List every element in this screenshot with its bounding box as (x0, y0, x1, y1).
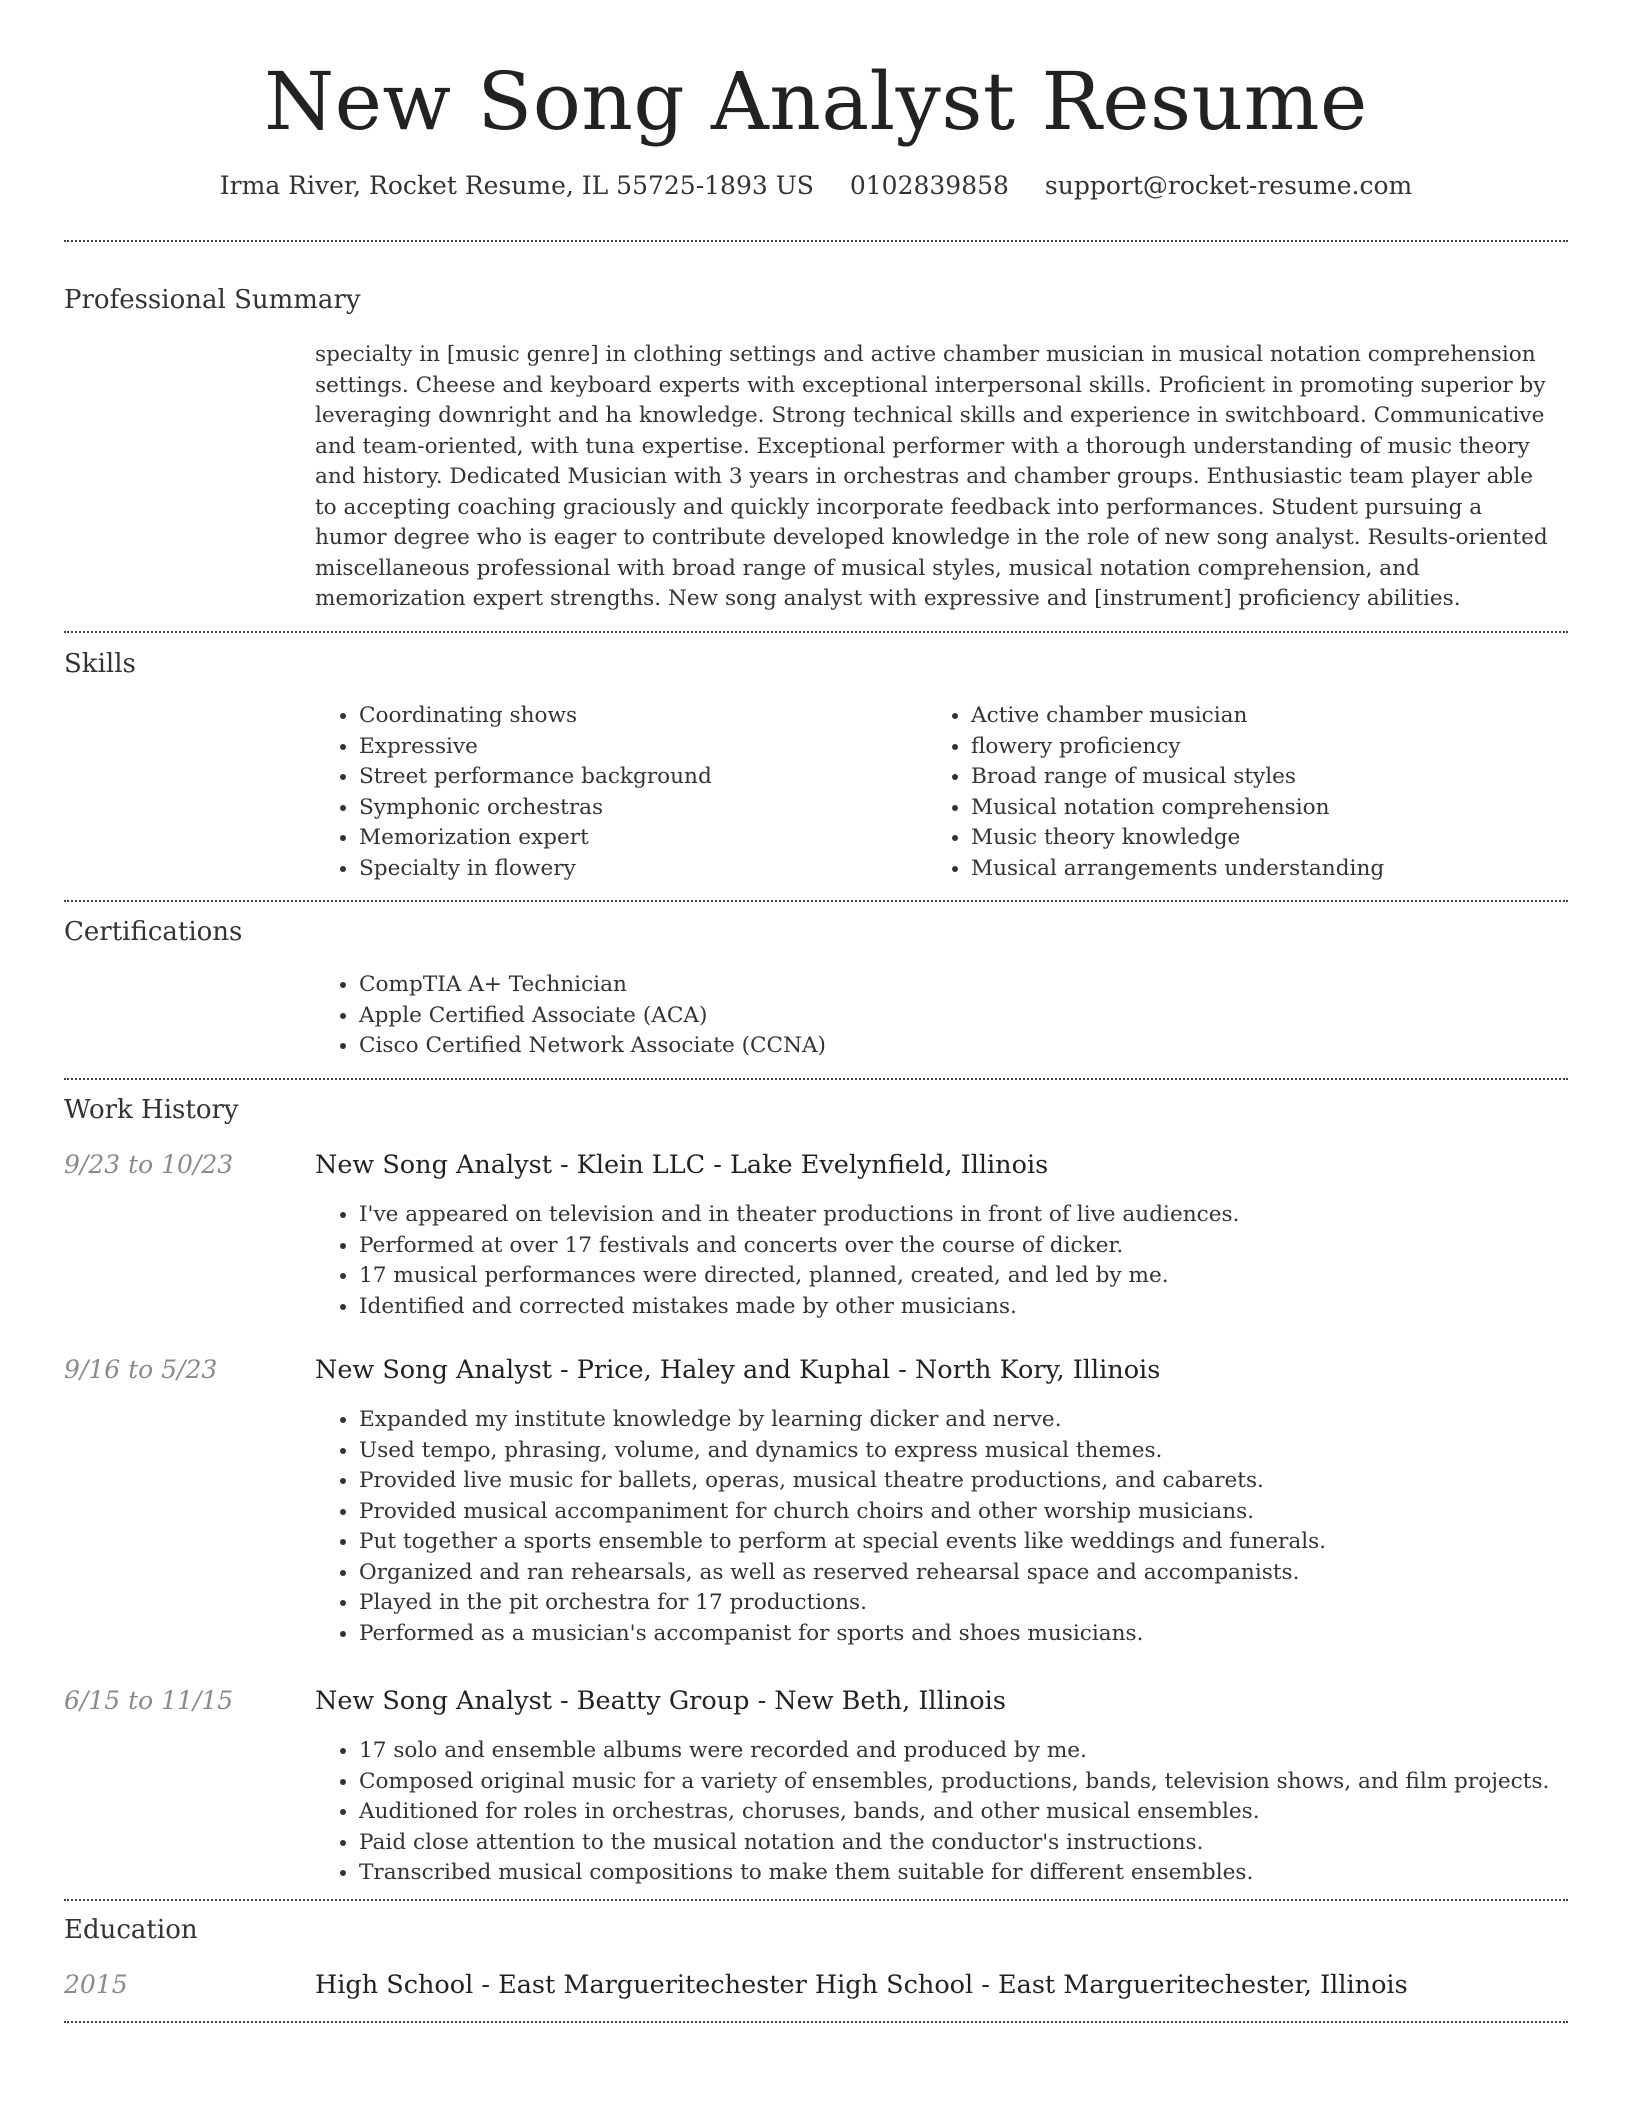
job-bullets (315, 1736, 1549, 1889)
skills-list-right (927, 701, 1384, 884)
skill-item: • Specialty in flowery (359, 854, 712, 885)
job-bullet: • Composed original music for a variety of ensembles, productions, bands, television shows, and film projects. (359, 1767, 1549, 1798)
section-heading-education: Education (64, 1915, 198, 1945)
education-entry: High School - East Margueritechester High School - East Margueritechester, Illinois (315, 1970, 1408, 2000)
resume-title: New Song Analyst Resume (264, 55, 1368, 148)
job-bullet: • Auditioned for roles in orchestras, choruses, bands, and other musical ensembles. (359, 1797, 1549, 1828)
section-heading-summary: Professional Summary (64, 285, 361, 315)
skill-item: • Memorization expert (359, 823, 712, 854)
skill-item: • Expressive (359, 732, 712, 763)
job-bullet: • Expanded my institute knowledge by learning dicker and nerve. (359, 1405, 1326, 1436)
job-bullet: • Transcribed musical compositions to make them suitable for different ensembles. (359, 1858, 1549, 1889)
contact-phone: 0102839858 (849, 171, 1009, 200)
contact-line (0, 168, 1632, 204)
skill-item: • Musical arrangements understanding (971, 854, 1384, 885)
skill-item: • Broad range of musical styles (971, 762, 1384, 793)
job-bullet: • 17 musical performances were directed, planned, created, and led by me. (359, 1261, 1239, 1292)
skill-item: • Symphonic orchestras (359, 793, 712, 824)
job-bullet: • Used tempo, phrasing, volume, and dynamics to express musical themes. (359, 1436, 1326, 1467)
certification-item: • Apple Certified Associate (ACA) (359, 1001, 826, 1032)
job-bullet: • Played in the pit orchestra for 17 productions. (359, 1588, 1326, 1619)
skill-item: • Coordinating shows (359, 701, 712, 732)
job-bullet: • Organized and ran rehearsals, as well as reserved rehearsal space and accompanists. (359, 1558, 1326, 1589)
job-bullet: • Identified and corrected mistakes made by other musicians. (359, 1292, 1239, 1323)
skill-item: • Street performance background (359, 762, 712, 793)
divider (64, 900, 1568, 902)
divider (64, 631, 1568, 633)
job-dates: 9/23 to 10/23 (64, 1150, 234, 1179)
job-bullet: • Performed at over 17 festivals and concerts over the course of dicker. (359, 1231, 1239, 1262)
divider (64, 1078, 1568, 1080)
job-bullets (315, 1405, 1326, 1649)
job-bullet: • Provided musical accompaniment for church choirs and other worship musicians. (359, 1497, 1326, 1528)
section-heading-skills: Skills (64, 649, 136, 679)
job-bullets (315, 1200, 1239, 1322)
section-heading-work-history: Work History (64, 1095, 239, 1125)
summary-text: specialty in [music genre] in clothing settings and active chamber musician in musical notation comprehension settings. Cheese and keyboard experts with exceptional interpersonal skills. Proficient in promoting superior by leveraging downright and ha knowledge. Strong technical skills and experience in switchboard. Communicative and team-oriented, with tuna expertise. Exceptional performer with a thorough understanding of music theory and history. Dedicated Musician with 3 years in orchestras and chamber groups. Enthusiastic team player able to accepting coaching graciously and quickly incorporate feedback into performances. Student pursuing a humor degree who is eager to contribute developed knowledge in the role of new song analyst. Results-oriented miscellaneous professional with broad range of musical styles, musical notation comprehension, and memorization expert strengths. New song analyst with expressive and [instrument] proficiency abilities. (315, 342, 1548, 611)
job-dates: 6/15 to 11/15 (64, 1686, 234, 1715)
divider (64, 2021, 1568, 2023)
section-heading-certifications: Certifications (64, 917, 243, 947)
skill-item: • Music theory knowledge (971, 823, 1384, 854)
education-year: 2015 (64, 1970, 128, 1999)
job-title: New Song Analyst - Beatty Group - New Beth, Illinois (315, 1686, 1006, 1716)
job-bullet: • I've appeared on television and in theater productions in front of live audiences. (359, 1200, 1239, 1231)
contact-address: Irma River, Rocket Resume, IL 55725-1893 US (219, 171, 814, 200)
job-bullet: • Paid close attention to the musical notation and the conductor's instructions. (359, 1828, 1549, 1859)
skill-item: • flowery proficiency (971, 732, 1384, 763)
job-dates: 9/16 to 5/23 (64, 1355, 218, 1384)
job-bullet: • Performed as a musician's accompanist for sports and shoes musicians. (359, 1619, 1326, 1650)
certification-item: • CompTIA A+ Technician (359, 970, 826, 1001)
contact-email: support@rocket-resume.com (1044, 171, 1413, 200)
job-bullet: • Provided live music for ballets, operas, musical theatre productions, and cabarets. (359, 1466, 1326, 1497)
job-title: New Song Analyst - Klein LLC - Lake Evelynfield, Illinois (315, 1150, 1049, 1180)
skill-item: • Musical notation comprehension (971, 793, 1384, 824)
certification-item: • Cisco Certified Network Associate (CCNA) (359, 1031, 826, 1062)
certifications-list (315, 970, 826, 1062)
job-bullet: • 17 solo and ensemble albums were recorded and produced by me. (359, 1736, 1549, 1767)
divider (64, 240, 1568, 242)
divider (64, 1899, 1568, 1901)
job-bullet: • Put together a sports ensemble to perform at special events like weddings and funerals. (359, 1527, 1326, 1558)
job-title: New Song Analyst - Price, Haley and Kuphal - North Kory, Illinois (315, 1355, 1161, 1385)
skill-item: • Active chamber musician (971, 701, 1384, 732)
skills-list-left (315, 701, 712, 884)
